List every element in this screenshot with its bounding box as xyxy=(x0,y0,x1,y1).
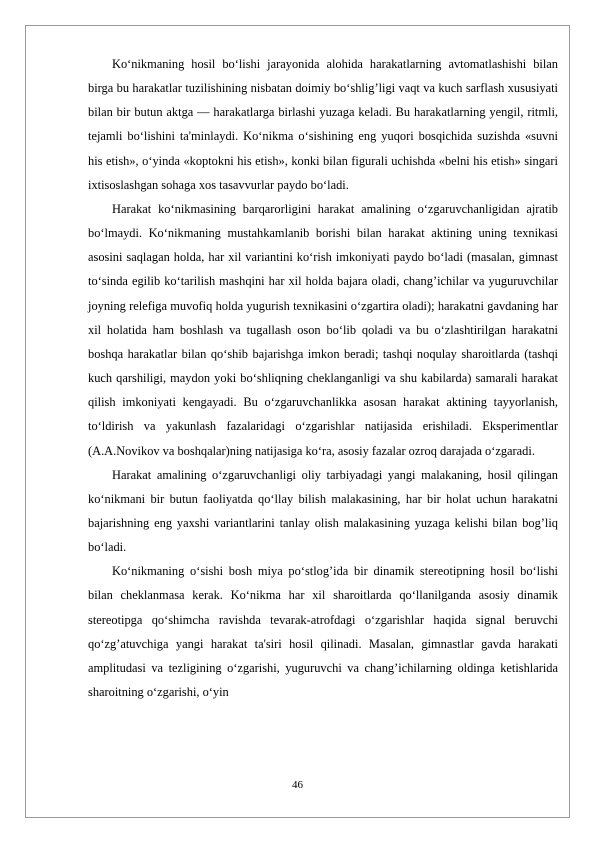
paragraph-2: Harakat ko‘nikmasining barqarorligini harakat amalining o‘zgaruvchanligidan ajratib bo‘lmaydi. Ko‘nikmaning mustahkamlanib borishi bilan harakat aktining uning texnikasi asosini saqlagan holda, har xil variantini ko‘rish imkoniyati paydo bo‘ladi (masalan, gimnast to‘sinda egilib ko‘tarilish mashqini har xil holda bajara oladi, chang’ichilar va yuguruvchilar joyning relefiga muvofiq holda yugurish texnikasini o‘zgartira oladi); harakatni gavdaning har xil holatida ham boshlash va tugallash oson bo‘lib qoladi va bu o‘zlashtirilgan harakatni boshqa harakatlar bilan qo‘shib bajarishga imkon beradi; tashqi noqulay sharoitlarda (tashqi kuch qarshiligi, maydon yoki bo‘shliqning cheklanganligi va shu kabilarda) samarali harakat qilish imkoniyati kengayadi. Bu o‘zgaruvchanlikka asosan harakat aktining tayyorlanish, to‘ldirish va yakunlash fazalaridagi o‘zgarishlar natijasida erishiladi. Eksperimentlar (A.A.Novikov va boshqalar)ning natijasiga ko‘ra, asosiy fazalar ozroq darajada o‘zgaradi. xyxy=(88,201,558,458)
page-number: 46 xyxy=(292,779,303,791)
document-body xyxy=(88,52,558,704)
paragraph-4: Ko‘nikmaning o‘sishi bosh miya po‘stlog’ida bir dinamik stereotipning hosil bo‘lishi bilan cheklanmasa kerak. Ko‘nikma har xil sharoitlarda qo‘llanilganda asosiy dinamik stereotipga qo‘shimcha ravishda tevarak-atrofdagi o‘zgarishlar haqida signal beruvchi qo‘zg’atuvchiga yangi harakat ta'siri hosil qilinadi. Masalan, gimnastlar gavda harakati amplitudasi va tezligining o‘zgarishi, yuguruvchi va chang’ichilarning oldinga ketishlarida sharoitning o‘zgarishi, o‘yin xyxy=(88,564,558,700)
paragraph-1: Ko‘nikmaning hosil bo‘lishi jarayonida alohida harakatlarning avtomatlashishi bilan birga bu harakatlar tuzilishining nisbatan doimiy bo‘shlig’ligi vaqt va kuch sarflash xususiyati bilan bir butun aktga — harakatlarga birlashi yuzaga keladi. Bu harakatlarning yengil, ritmli, tejamli bo‘lishini ta'minlaydi. Ko‘nikma o‘sishining eng yuqori bosqichida suzishda «suvni his etish», o‘yinda «koptokni his etish», konki bilan figurali uchishda «belni his etish» singari ixtisoslashgan sohaga xos tasavvurlar paydo bo‘ladi. xyxy=(88,57,558,192)
paragraph-3: Harakat amalining o‘zgaruvchanligi oliy tarbiyadagi yangi malakaning, hosil qilingan ko‘nikmani bir butun faoliyatda qo‘llay bilish malakasining, har bir holat uchun harakatni bajarishning eng yaxshi variantlarini tanlay olish malakasining yuzaga kelishi bilan bog’liq bo‘ladi. xyxy=(88,467,558,555)
